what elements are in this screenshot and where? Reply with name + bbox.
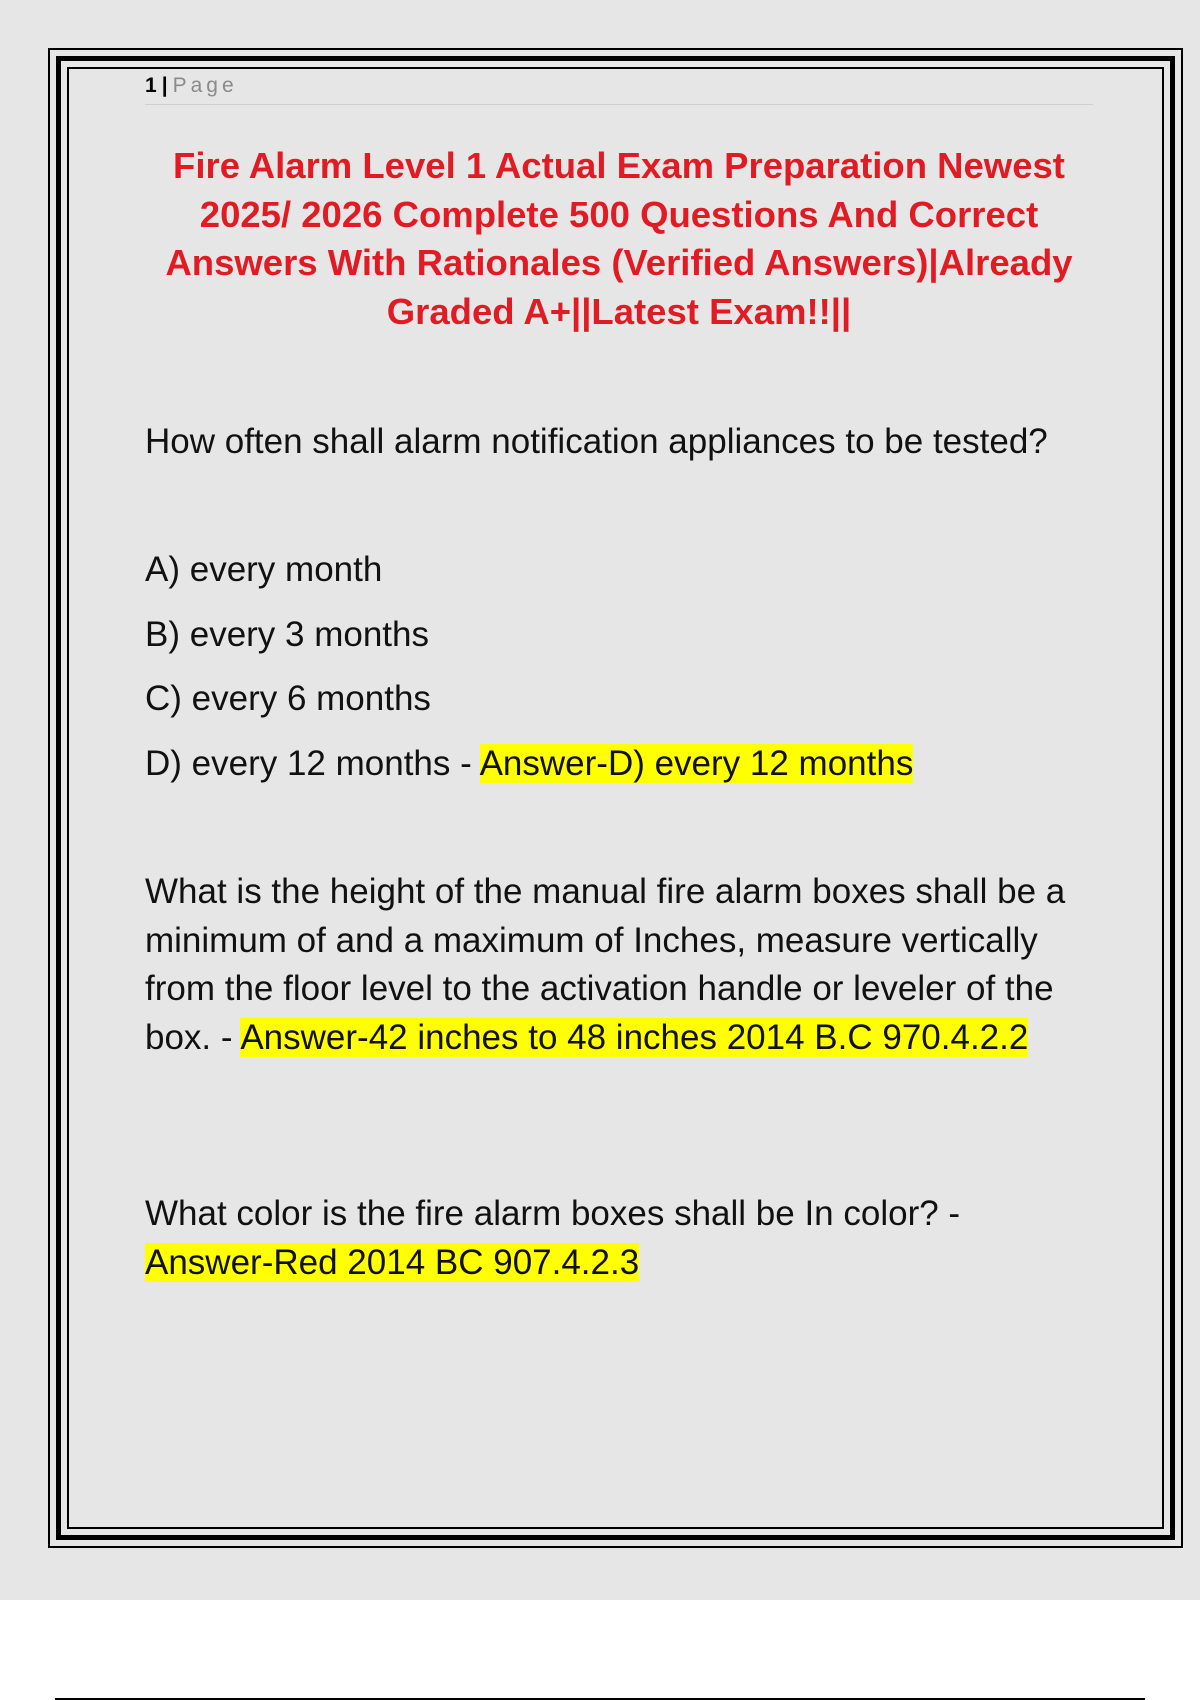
page-label: Page	[172, 74, 238, 97]
option-d-text: D) every 12 months -	[145, 743, 480, 783]
question-2-text: What is the height of the manual fire alarm boxes shall be a minimum of and a maximum of Inches, measure vertically from the floor level to the activation handle or leveler of the box. -	[145, 872, 1066, 1057]
option-d	[145, 738, 1093, 803]
question-3-text: What color is the fire alarm boxes shall be In color? -	[145, 1194, 961, 1233]
answer-1-highlight: Answer-D) every 12 months	[479, 743, 914, 783]
answer-2-highlight: Answer-42 inches to 48 inches 2014 B.C 970.4.2.2	[240, 1017, 1029, 1057]
answer-3-highlight: Answer-Red 2014 BC 907.4.2.3	[145, 1242, 640, 1282]
option-b: B) every 3 months	[145, 614, 429, 654]
question-2	[145, 868, 1093, 1062]
option-a: A) every month	[145, 550, 383, 589]
question-1	[145, 418, 1093, 466]
question-1-text: How often shall alarm notification appliances to be tested?	[145, 422, 1048, 461]
page-number: 1	[145, 74, 158, 97]
option-c: C) every 6 months	[145, 679, 431, 718]
page-header	[145, 74, 1093, 105]
question-3	[145, 1190, 1093, 1287]
page-separator: |	[161, 74, 169, 97]
document-title: Fire Alarm Level 1 Actual Exam Preparation Newest 2025/ 2026 Complete 500 Questions And Correct Answers With Rationales (Verified Answers)|Already Graded A+||Latest Exam!!||	[165, 145, 1073, 332]
question-1-options	[145, 544, 1093, 802]
